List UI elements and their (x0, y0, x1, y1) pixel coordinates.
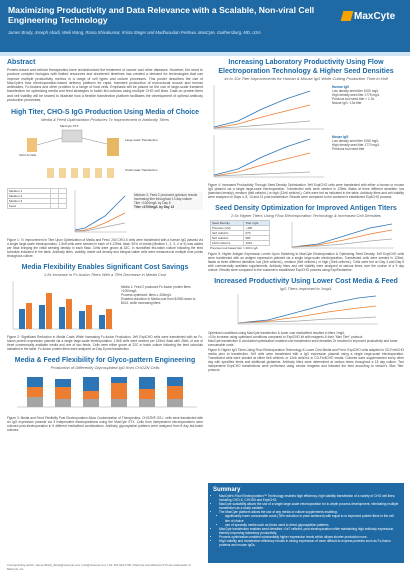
fig2-note-2: Process optimized: titers ≥ 400mg/L (121, 293, 172, 298)
right-column (208, 58, 404, 372)
section5-title: Seed Density Optimization for Improved Antigen Titers (215, 205, 397, 212)
human-legend-1: Low density seed titer 1000 mg/L (332, 89, 379, 93)
seed-cell: 670 (244, 231, 270, 236)
summary-item: • High viability and transfection efficiency results in strong expression of more difficult-to-express proteins such as Fc-fusion proteins and mouse IgGs. (219, 539, 399, 547)
label-small-scale: Small scale Transfection (125, 168, 158, 173)
fig5-chart (288, 220, 398, 250)
fig5-caption: Figure 5: Higher Antigen Expression Levels Upon Switching to MaxCyte Electroporation & Optimizing Seed Density. 2e9 ExpiCHO cells were transfected with an antigen expression plasmid via a single large-scale electroporation. Transfected cells were seeded in 125mL flasks at three different densities: low (3e6 cells/mL), medium (5e6 cells/mL) or high (10e6 cells/mL). Cells were fed on Day 3 and Day 8 with commercially available supplements. Antibody titers and cell viability were analyzed at various times over the course of a 9 day culture. Results were compared to the customer's established ExpiCHO process using ExpiFectamine. (208, 252, 404, 272)
human-legend-3: Previous tool seed titer = 1.3x (332, 97, 375, 101)
fig1-note-1: Medium 3, Feed 2 produced optimum results (134, 193, 198, 198)
seed-cell: 1010 (244, 241, 270, 246)
human-legend-2: High density seed titer 1775 mg/L (332, 93, 380, 97)
section4-title: Increasing Laboratory Productivity Using Flow Electroporation Technology & Higher Seed Densities (218, 59, 394, 75)
abstract-title: Abstract (7, 59, 36, 66)
maxcyte-logo (342, 9, 402, 23)
poster-authors: James Brady, Joseph Abadi, Weili Wang, Rama Shivakumar, Krista Steger and Madhusudan Peshwa. MaxCyte, Gaithersburg, MD, USA (8, 30, 261, 35)
summary-box (208, 483, 404, 563)
cell-flask-icon (27, 138, 37, 152)
logo-text: MaxCyte (354, 10, 396, 22)
poster-header (0, 0, 410, 52)
label-stx: MaxCyte STX (60, 124, 79, 129)
fig4-chart (208, 83, 328, 181)
fig1-note-3: Titer >1000mg/L by Day 8 (134, 201, 171, 206)
fig6-line-1 (238, 296, 376, 323)
human-legend-4: Mouse IgG: 1.5x titer (332, 101, 362, 105)
mouse-legend-3: Previous tool seed titer (332, 147, 365, 151)
fig3-caption: Figure 3: Media and Feed Flexibility Post Electroporation Allow Customization of Therapeutics. CHOZN® GS-/- cells were transfected with an IgG expression plasmid via 3 independent electroporations using the MaxCyte STX. Cells from independent electroporations were cultured post-electroporation in 6 different media/feed combinations. Antibody glycosylation patterns were analyzed from 8 day fed-batch cultures. (7, 416, 203, 433)
feed-table (7, 188, 67, 209)
summary-item: • MaxCyte transfection enables seed densities >1e7 cells/mL post electroporation while maintaining high antibody expression, thereby improving laboratory productivity. (219, 527, 399, 535)
feed-table-h4: Feed (8, 204, 51, 209)
flask-row (47, 168, 114, 178)
seed-density-table (210, 220, 270, 246)
poster-title: Maximizing Productivity and Data Relevance with a Scalable, Non-viral Cell Engineering Technology (8, 5, 315, 25)
fig6-chart (208, 292, 404, 326)
series-line-3 (75, 223, 125, 231)
feed-table-h3: Medium 3 (8, 199, 51, 204)
fig1-row (7, 188, 203, 238)
abstract-text: Protein-based and cellular therapeutics have revolutionized the treatment of cancer and other diseases. However, the need to produce complex biologics with limited resources and shortened timelines has created a demand for technologies that can improve multiple productivity metrics in a range of cell types and culture processes. This poster describes the use of MaxCyte's flow electroporation-based delivery platform for rapid, transient production of monoclonal mouse and human antibodies, Fc-fusions and other proteins in a range of host cells. Emphasis will be placed on the use of large-scale transient transfection for optimizing media and feed strategies in batch fed cultures using multiple CHO cell lines. Data on protein titers and cell viability will be shared to illustrate how a flexible transfection platform facilitates the development of optimal antibody production processes. (7, 68, 203, 103)
section3-title: Media & Feed Flexibility for Glyco-pattern Engineering (14, 357, 196, 365)
fig2-note-1: Media 1: Feed 2 produced Fc-fusion protein titers >1000mg/L (121, 285, 191, 294)
logo-mark-icon (341, 11, 354, 21)
seed-cell: Previous (std) (211, 226, 244, 231)
fig1-notes (133, 192, 203, 210)
fig1-note-4: Titer >4700mg/L by Day 13 (134, 205, 175, 210)
section2-subtitle: 1.8x Increase in Fc-fusion Titers With a 78% Decrease in Media Cost (43, 272, 167, 278)
section2-title: Media Flexibility Enables Significant Cost Savings (21, 264, 189, 272)
large-flask-icon (107, 138, 119, 156)
section3-subtitle: Production of Differently Glycosylated IgG from CHOZN Cells (50, 365, 160, 371)
summary-item: • Process optimization enabled substantially higher expression levels which allows shorter production runs. (219, 535, 399, 539)
summary-list (213, 494, 399, 547)
summary-subitem: • significantly lower consumable costs (78% reduction in price achieved) with equal to or improved protein titers in the cell line of choice (225, 514, 399, 522)
maxcyte-stx-icon (62, 130, 82, 142)
fig5-row (208, 220, 404, 252)
seed-table-note: Previous tool based titer = 400 mg/L (210, 246, 259, 250)
seed-cell: 3e6 cells/mL (211, 231, 244, 236)
summary-item: • MaxCyte scalability allows the use of a single large-scale electroporation for in-depth process development, eliminating multiple transfection as a study variable. (219, 502, 399, 510)
feed-table-h1: Medium 1 (8, 189, 51, 194)
fig6-note-3: MaxCyte transfection & conducted optimization enabled cost transfection seed densities 2x resulted in improved productivity and lower consumable costs (208, 339, 398, 347)
fig6-note-2: >3.5x increase using optimized conditions compared to ExpiCHO kit with reagents & their "Max Titer" protocol (208, 335, 363, 339)
human-line-prev (214, 121, 310, 128)
fig6-note-1: Optimized conditions using MaxCyte transfection & lower cost media/feed resulted in titers 1mg/L (208, 331, 345, 335)
fig4-legend-human (332, 85, 404, 105)
fig2-notes (121, 285, 201, 305)
section6-subtitle: IgG Titers Improved to 1mg/L (280, 286, 332, 291)
workflow-diagram (7, 124, 203, 188)
seed-th-1: Seed Density (211, 221, 244, 226)
fig4-caption: Figure 4: Increased Productivity Through Seed Density Optimization. 9e9 ExpiCHO cells were transfected with either a human or mouse IgG plasmid via a single large-scale electroporation. Transfected cells were seeded in 125mL flasks at three different densities: low (standard density), medium (6e6 cells/mL) or high (12e6 cells/mL). Cells were fed as indicated in the table. Antibody titers and cell viability were analyzed on Days 4, 8, 10 and 12 post-transfection. Results were compared to the customer's established ExpiCHO process. (208, 183, 404, 199)
section5-subtitle: 2.5x Higher Titers Using Flow Electroporation Technology & Increased Cell Densities (231, 213, 381, 218)
header-stripe (0, 52, 410, 56)
flow-arrow-2 (82, 138, 107, 144)
seed-cell: 5e6 cells/mL (211, 236, 244, 241)
summary-item: • MaxCyte's Flow Electroporation™ Technology enables high efficiency, high viability transfection of a variety of CHO cell lines, including CHO-S, CHOZN and ExpiCHO. (219, 494, 399, 502)
summary-item: • The MaxCyte platform allows the use of any media or culture supplements enabling: (219, 510, 399, 514)
fig4-legend-mouse (332, 135, 404, 151)
feed-table-h2: Medium 2 (8, 194, 51, 199)
mouse-igg-label: Mouse IgG (332, 135, 349, 139)
fig3-stacked-bars (27, 377, 183, 407)
fig6-line-3 (238, 317, 376, 323)
footer-text: Corresponding author: James Brady, jbrady@maxcyte.com | info@maxcyte.com | Tel: 301-944-1700 | MaxCyte and MaxCyte STX are trademarks of MaxCyte, Inc. (7, 563, 191, 571)
flow-arrow-1 (37, 138, 62, 145)
mouse-legend-2: High density seed titer 1770 mg/L (332, 143, 380, 147)
fig6-notes (208, 331, 404, 347)
fig2-chart (7, 279, 117, 333)
section1-title: High Titer, CHO-S IgG Production Using Media of Choice (10, 109, 200, 117)
summary-title: Summary (213, 487, 241, 493)
fig6-caption: Figure 6: Higher IgG Titers Using Flow Electroporation Technology & Lower Cost Media and Feed. ExpiCHO cells adapted to CD-FortiCHO media prior to transfection. 3e9 cells were transfected with a IgG expression plasmid using a single large-scale electroporation. Transfected cells were seeded at either 6e6 cells/mL or 12e6 cells/mL in CD-FortiCHO media. Cultures were supplemented every other day with specified feeds and additional glutamine. Antibody titers were determined at various times throughout a 15 day culture. Two independent ExpiCHO transfections were performed using vendor reagents and followed the feed according to vendor's 'Max Titer' protocol. (208, 348, 404, 372)
fig2-row (7, 279, 203, 335)
seed-cell: 10e6 cells/mL (211, 241, 244, 246)
fig1-chart (71, 188, 129, 236)
summary-subitem: • use of specialty media such as those used to direct glycosylation patterns (225, 523, 399, 527)
seed-th-2: Titer mg/L (244, 221, 270, 226)
fig1-caption: Figure 1: 7x Improvement in Titer Upon Optimization of Media and Feed. 240 CHO-S cells were transfected with a human IgG plasmid via a single large-scale electroporation. 1.5x8 cells were seeded in each of 6 125mL flask. 50% of media (Medium 1, 2, 3, 4 or 5) was added per flask bringing the initial seeding density in each flask. Cells were grown at 32C, in humidified fed-batch culture following the feed schedule indicated in the table. Antibody titers, viability, viable cell density and integral viable cells were measured at multiple time points throughout culture. (7, 238, 203, 259)
fig2-note-3: Enabled reduction in Media cost from $1960 down to $414, while increasing titers (121, 297, 196, 306)
human-igg-label: Human IgG (332, 85, 350, 89)
fig2-bars (19, 293, 112, 329)
fig1-note-2: Increasing titer throughout 13 day culture (134, 197, 192, 202)
fig3-chart (7, 371, 203, 411)
section1-subtitle: Media & Feed Optimization Produces 7x Improvement in Antibody Titers (41, 117, 169, 123)
workflow-svg (7, 124, 203, 188)
section6-title: Increased Productivity Using Lower Cost Media & Feed (214, 278, 398, 285)
section4-subtitle: 4x to 10x Titer Improvements for Human & Mouse IgG While Cutting Production Time in Half (224, 76, 388, 81)
label-cho-s: CHO-S Cells (19, 153, 37, 158)
fig4-row (208, 83, 404, 183)
mouse-legend-1: Low density seed titer 1050 mg/L (332, 139, 379, 143)
label-large-scale: Large scale Transfection (125, 138, 158, 143)
fig5-line-1 (292, 224, 392, 247)
seed-cell: ~400 (244, 226, 270, 231)
fig2-caption: Figure 2: Significant Reduction in Media Costs While Increasing Fc-fusion Production. 2e9 ExpiCHO cells were transfected with an Fc-fusion protein expression plasmid via a single large-scale electroporation. 1.5e8 cells were seeded per 125mL flask with 25mL of one of three commercially available media and one of two feeds. Cells were either grown at 32C in batch culture following the feed schedule indicated in the table. Fc-fusion protein titers were analyzed on Day 8 post transfection. (7, 335, 203, 352)
left-column (7, 58, 203, 432)
human-line-low (214, 105, 310, 128)
seed-cell: 980 (244, 236, 270, 241)
